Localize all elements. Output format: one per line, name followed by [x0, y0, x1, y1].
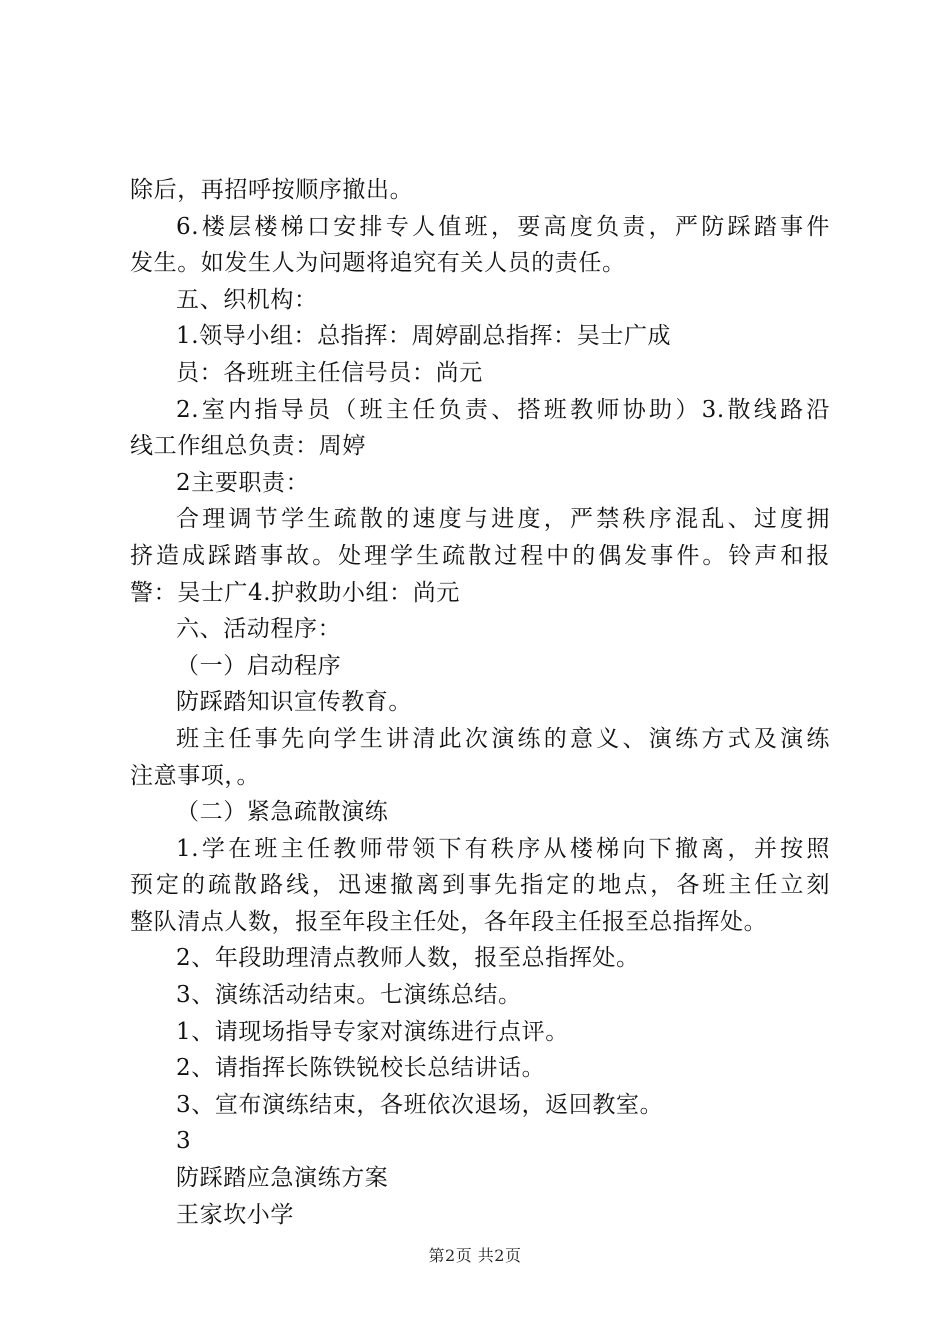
text-line: 线工作组总负责：周婷 — [130, 433, 366, 460]
text-line: 合理调节学生疏散的速度与进度，严禁秩序混乱、过度拥 — [176, 506, 830, 533]
text-line: 2.室内指导员（班主任负责、搭班教师协助）3.散线路沿 — [176, 396, 830, 423]
text-line: 注意事项，。 — [130, 762, 261, 789]
document-title: 防踩踏应急演练方案 — [176, 1165, 389, 1192]
text-line: 整队清点人数，报至年段主任处，各年段主任报至总指挥处。 — [130, 908, 768, 935]
text-line: 发生。如发生人为问题将追究有关人员的责任。 — [130, 250, 626, 277]
text-line: 预定的疏散路线，迅速撤离到事先指定的地点，各班主任立刻 — [130, 872, 830, 899]
subsection-heading: （二）紧急疏散演练 — [176, 799, 389, 826]
text-line: 1.领导小组：总指挥：周婷副总指挥：吴士广成 — [176, 323, 672, 350]
text-line: 6.楼层楼梯口安排专人值班，要高度负责，严防踩踏事件 — [176, 213, 830, 240]
text-line: 防踩踏知识宣传教育。 — [176, 689, 412, 716]
text-line: 员：各班班主任信号员：尚元 — [176, 359, 483, 386]
text-line: 2、请指挥长陈铁锐校长总结讲话。 — [176, 1055, 546, 1082]
text-line: 3、演练活动结束。七演练总结。 — [176, 982, 522, 1009]
page-footer: 第2页 共2页 — [428, 1246, 522, 1265]
section-heading: 六、活动程序： — [176, 616, 342, 643]
section-heading: 2主要职责： — [176, 469, 310, 496]
text-line: 3、宣布演练结束，各班依次退场，返回教室。 — [176, 1091, 664, 1118]
text-line: 2、年段助理清点教师人数，报至总指挥处。 — [176, 945, 640, 972]
document-body — [130, 172, 830, 1233]
section-heading: 五、织机构： — [176, 286, 318, 313]
school-name: 王家坎小学 — [176, 1201, 294, 1228]
subsection-heading: （一）启动程序 — [176, 652, 342, 679]
text-line: 3 — [176, 1128, 192, 1155]
text-line: 警：吴士广4.护救助小组：尚元 — [130, 579, 460, 606]
text-line: 1、请现场指导专家对演练进行点评。 — [176, 1018, 569, 1045]
text-line: 挤造成踩踏事故。处理学生疏散过程中的偶发事件。铃声和报 — [130, 542, 830, 569]
text-line: 除后，再招呼按顺序撤出。 — [130, 177, 414, 203]
text-line: 1.学在班主任教师带领下有秩序从楼梯向下撤离，并按照 — [176, 835, 830, 862]
text-line: 班主任事先向学生讲清此次演练的意义、演练方式及演练 — [176, 725, 830, 752]
